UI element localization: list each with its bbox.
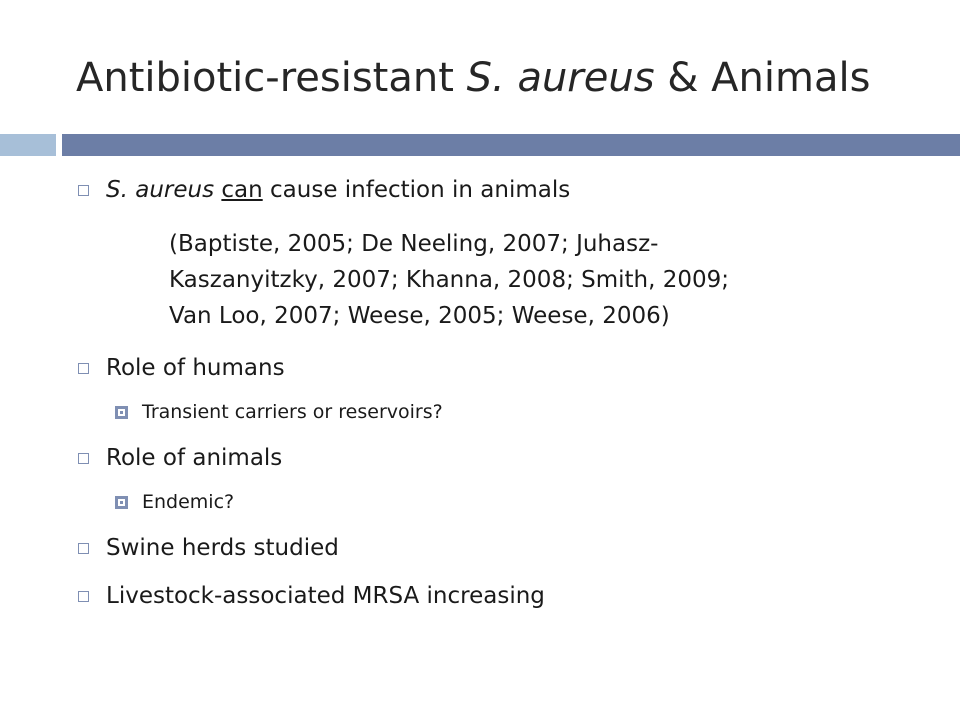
subbullet-transient-carriers <box>115 398 443 426</box>
bullet-rest-text: cause infection in animals <box>262 177 571 203</box>
filled-square-bullet-icon <box>115 496 128 509</box>
bullet-text: Livestock-associated MRSA increasing <box>106 583 545 609</box>
citation-line-1: (Baptiste, 2005; De Neeling, 2007; Juhasz- <box>169 231 659 257</box>
citation-block <box>169 226 729 334</box>
bullet-role-of-animals <box>78 442 282 474</box>
hollow-square-bullet-icon <box>78 453 89 464</box>
hollow-square-bullet-icon <box>78 363 89 374</box>
bullet-livestock-mrsa <box>78 580 545 612</box>
citation-line-2: Kaszanyitzky, 2007; Khanna, 2008; Smith, 2009; <box>169 267 730 293</box>
bullet-text: Swine herds studied <box>106 535 339 561</box>
hollow-square-bullet-icon <box>78 185 89 196</box>
underlined-can: can <box>221 177 263 203</box>
bullet-text: Role of humans <box>106 355 285 381</box>
filled-square-bullet-icon <box>115 406 128 419</box>
bullet-text <box>106 174 570 206</box>
subbullet-text: Transient carriers or reservoirs? <box>142 401 443 423</box>
bullet-text: Role of animals <box>106 445 283 471</box>
hollow-square-bullet-icon <box>78 591 89 602</box>
title-italic: S. aureus <box>466 55 655 101</box>
bullet-s-aureus-infection <box>78 174 570 206</box>
hollow-square-bullet-icon <box>78 543 89 554</box>
title-prefix: Antibiotic-resistant <box>76 55 467 101</box>
bullet-role-of-humans <box>78 352 285 384</box>
subbullet-text: Endemic? <box>142 491 235 513</box>
s-aureus-italic: S. aureus <box>106 177 215 203</box>
subbullet-endemic <box>115 488 234 516</box>
title-suffix: & Animals <box>654 55 871 101</box>
bullet-swine-herds <box>78 532 339 564</box>
citation-line-3: Van Loo, 2007; Weese, 2005; Weese, 2006) <box>169 303 670 329</box>
